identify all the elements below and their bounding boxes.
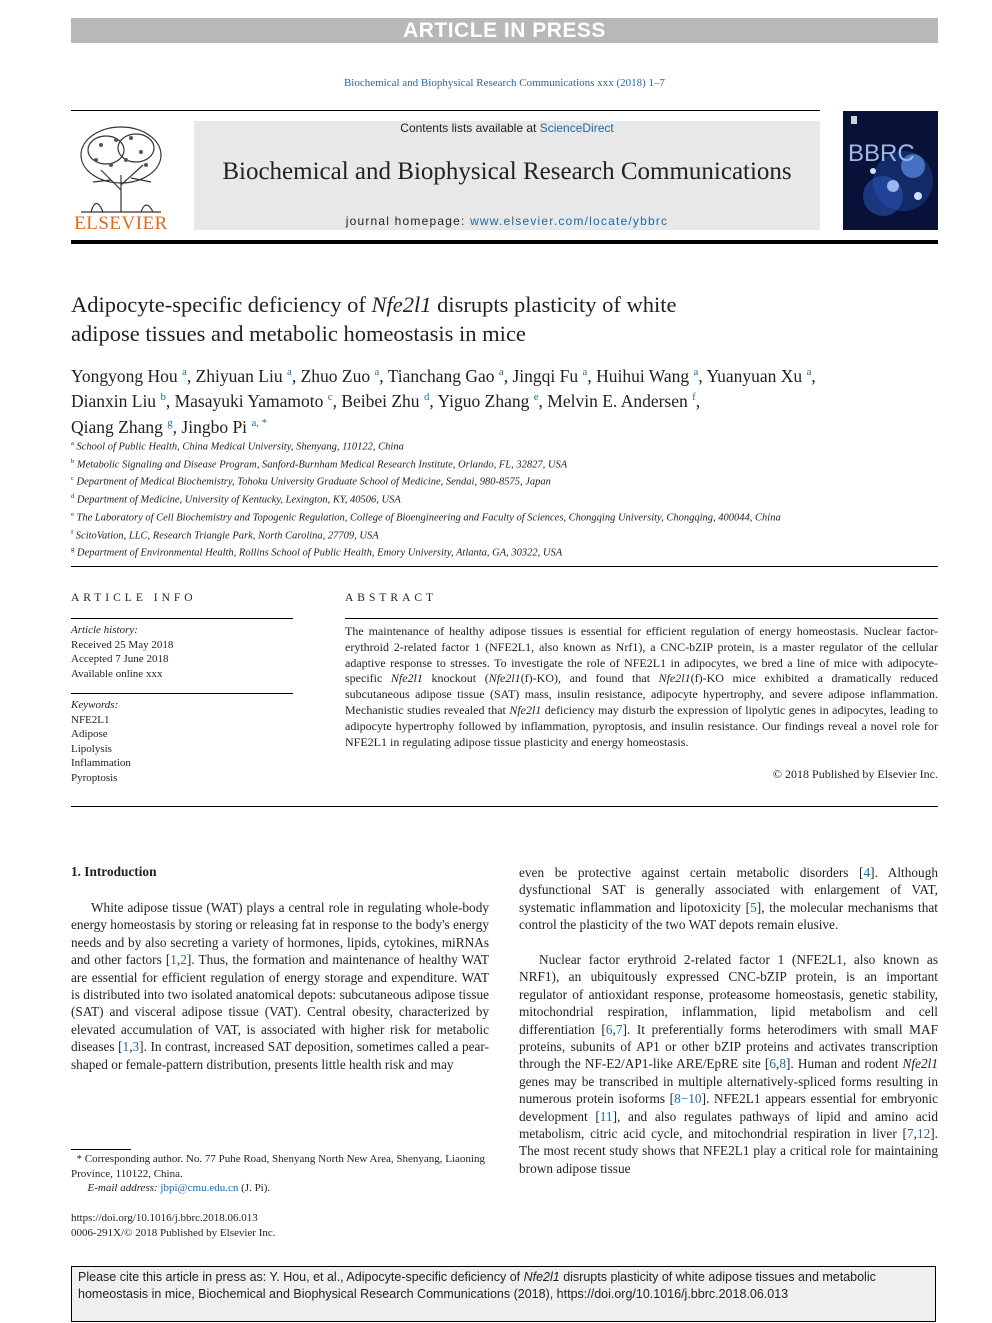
abstract-heading: ABSTRACT	[345, 592, 438, 604]
abstract-copyright: © 2018 Published by Elsevier Inc.	[772, 767, 938, 781]
paragraph-text: ], the molecular mechanisms that control the plasticity of the two WAT depots remain elusive.	[519, 899, 938, 933]
reference-link[interactable]: 1	[122, 1039, 130, 1055]
abstract-gene: Nfe2l1	[488, 671, 521, 686]
intro-right-paragraph-1	[519, 864, 938, 934]
reference-link[interactable]: 1	[170, 952, 177, 968]
footnote-marker: *	[76, 1153, 82, 1165]
affiliation	[71, 472, 851, 490]
affiliation	[71, 526, 851, 544]
affiliation-key: e	[71, 510, 74, 518]
paragraph-text: ]. The most recent study shows that NFE2L1 play a critical role for maintaining brown adipose tissue	[519, 1126, 938, 1176]
paragraph-text: ,	[176, 952, 181, 968]
affiliation-text: Metabolic Signaling and Disease Program, Sanford-Burnham Medical Research Institute, Orlando, FL, 32827, USA	[74, 459, 568, 471]
reference-link[interactable]: 11	[599, 1108, 613, 1124]
abstract-part: The maintenance of healthy adipose tissues is essential for efficient regulation of energy homeostasis. Nuclear factor-erythroid 2-related factor 1 (NFE2L1, also known as Nrf1), a CNC-bZIP protein, is a master regulator of the cellular adaptive response to stresses. To investigate the role of NFE2L1 in adipocytes, we bred a line of mice with adipocyte-specific	[345, 624, 938, 686]
abstract-gene: Nfe2l1	[390, 671, 423, 686]
gene-name: Nfe2l1	[902, 1056, 938, 1072]
history-label: Article history:	[71, 624, 138, 636]
paragraph-text: genes may be transcribed in multiple alternatively-spliced forms resulting in numerous protein isoforms [	[519, 1073, 938, 1107]
keyword-item: Inflammation	[71, 757, 131, 769]
affiliation-key: f	[71, 528, 74, 536]
author-affiliation-mark[interactable]: a	[374, 366, 380, 378]
author-affiliation-mark[interactable]: c	[327, 391, 333, 404]
affiliation	[71, 455, 851, 473]
sciencedirect-link[interactable]: ScienceDirect	[539, 121, 614, 135]
homepage-link[interactable]: www.elsevier.com/locate/ybbrc	[470, 214, 669, 228]
history-online: Available online xxx	[71, 667, 163, 680]
affiliation-text: School of Public Health, China Medical University, Shenyang, 110122, China	[73, 441, 404, 453]
intro-heading: 1. Introduction	[71, 864, 157, 879]
affiliation-key: g	[71, 546, 75, 554]
contents-line	[194, 121, 820, 135]
author-name: Beibei Zhu	[341, 391, 420, 412]
cite-suffix: disrupts plasticity of white adipose tissues and metabolic homeostasis in mice, Biochemical and Biophysical Research Communications (2018), https://doi.org/10.1016/j.bbrc.2018.06.013	[78, 1270, 876, 1301]
affiliation-list	[71, 437, 851, 561]
article-info-heading: ARTICLE INFO	[71, 592, 197, 604]
abstract-rule	[345, 618, 938, 619]
author-affiliation-mark[interactable]: f	[692, 391, 696, 404]
paragraph-text: ,	[129, 1039, 133, 1055]
author-affiliation-mark[interactable]: d	[423, 391, 430, 404]
author-list: Yongyong Hou $^a$, Zhiyuan Liu $^a$, Zhuo Zuo $^a$, Tianchang Gao $^a$, Jingqi Fu $^a$, Huihui Wang $^a$, Yuanyuan Xu $^a$, Dianxin Liu $^b$, Masayuki Yamamoto $^c$, Beibei Zhu $^d$, Yiguo Zhang $^e$, Melvin E. Andersen $^f$, Qiang Zhang $^g$, Jingbo Pi $^{a, *}$	[71, 365, 816, 437]
paragraph-text: ,	[913, 1126, 917, 1142]
abstract-part: (f)-KO), and found that	[520, 671, 659, 686]
cite-prefix: Please cite this article in press as: Y. Hou, et al., Adipocyte-specific deficiency of	[78, 1270, 524, 1284]
intro-right-paragraph-2	[519, 951, 938, 1177]
affiliation-key: b	[71, 457, 75, 465]
reference-link[interactable]: 12	[916, 1126, 931, 1142]
author-affiliation-mark[interactable]: a	[498, 366, 504, 378]
author-affiliation-mark[interactable]: a	[806, 366, 812, 378]
paragraph-text: Nuclear factor erythroid 2-related factor 1 (NFE2L1, also known as NRF1), an ubiquitously expressed CNC-bZIP protein, is an important regulator of antioxidant response, proteasome homeostasis, genetic stability, mitochondrial respiration, inflammation, lipid metabolism and cell differentiation [	[519, 952, 938, 1037]
elsevier-wordmark: ELSEVIER	[74, 213, 168, 234]
author-affiliation-mark[interactable]: a	[286, 366, 292, 378]
author-affiliation-mark[interactable]: a, *	[251, 416, 268, 429]
paragraph-text: even be protective against certain metabolic disorders [	[519, 865, 864, 880]
history-accepted: Accepted 7 June 2018	[71, 653, 169, 665]
affiliation-key: d	[71, 493, 75, 501]
keywords-label: Keywords:	[71, 699, 119, 711]
keyword-item: Pyroptosis	[71, 771, 118, 784]
author-name: Dianxin Liu	[71, 391, 157, 412]
cite-this-article-box	[71, 1266, 936, 1322]
email-link[interactable]: jbpi@cmu.edu.cn	[160, 1182, 239, 1194]
abstract-text	[345, 624, 938, 750]
reference-link[interactable]: 7	[906, 1126, 914, 1142]
cite-gene: Nfe2l1	[523, 1270, 560, 1284]
author-affiliation-mark[interactable]: a	[182, 366, 187, 378]
reference-link[interactable]: 6	[769, 1056, 776, 1072]
keywords	[71, 698, 293, 785]
affiliation-text: Department of Medicine, University of Kentucky, Lexington, KY, 40506, USA	[74, 494, 401, 506]
footnote-rule	[71, 1149, 131, 1150]
article-in-press-banner: ARTICLE IN PRESS	[71, 18, 938, 43]
issn-line: 0006-291X/© 2018 Published by Elsevier Inc.	[71, 1227, 276, 1239]
author-affiliation-mark[interactable]: a	[582, 366, 588, 378]
doi-link[interactable]: https://doi.org/10.1016/j.bbrc.2018.06.013	[71, 1212, 258, 1224]
author-name: Tianchang Gao	[387, 365, 495, 386]
title-part2: disrupts plasticity of white	[431, 292, 677, 317]
paragraph-text: ]. Although dysfunctional SAT is generally associated with enlargement of VAT, systematic inflammation and lipotoxicity [	[519, 865, 938, 915]
reference-link[interactable]: 3	[132, 1039, 140, 1055]
abstract-part: deficiency may disturb the expression of lipolytic genes in adipocytes, leading to adipocyte hypertrophy followed by inflammation, pyroptosis, and insulin resistance. Our findings reveal a novel role for NFE2L1 in regulating adipose tissue plasticity and energy homeostasis.	[345, 702, 938, 749]
abstract-bottom-rule	[71, 806, 938, 807]
contents-prefix: Contents lists available at	[400, 121, 540, 135]
cover-title: BBRC	[848, 140, 915, 167]
author-name: Qiang Zhang	[71, 416, 163, 437]
abstract-part: (f)-KO mice exhibited a dramatically reduced subcutaneous adipose tissue (SAT) mass, insulin resistance, adipocyte hypertrophy, and severe adipose inflammation. Mechanistic studies revealed that	[345, 671, 939, 717]
paragraph-text: ]. NFE2L1 appears essential for embryonic development [	[519, 1091, 938, 1124]
affiliation-text: Department of Environmental Health, Rollins School of Public Health, Emory University, Atlanta, GA, 30322, USA	[74, 547, 563, 559]
keywords-rule	[71, 693, 293, 694]
abstract-gene: Nfe2l1	[658, 671, 691, 686]
affiliation	[71, 437, 851, 455]
email-suffix: (J. Pi).	[238, 1182, 271, 1194]
homepage-prefix: journal homepage:	[345, 214, 471, 228]
keyword-item: Adipose	[71, 728, 108, 740]
author-name: Jingqi Fu	[512, 365, 579, 386]
reference-link[interactable]: 8	[779, 1056, 786, 1072]
title-part1: Adipocyte-specific deficiency of	[71, 292, 372, 317]
affiliation-key: c	[71, 475, 74, 483]
reference-link[interactable]: 8−10	[674, 1091, 702, 1107]
author-affiliation-mark[interactable]: e	[533, 391, 539, 404]
intro-left-paragraph	[71, 899, 489, 1073]
paragraph-text: ]. It preferentially forms heterodimers with small MAF proteins, subunits of AP1 or other bZIP proteins and activates transcription through the NF-E2/AP1-like ARE/EpRE site [	[519, 1021, 938, 1072]
title-line2: adipose tissues and metabolic homeostasis in mice	[71, 321, 526, 346]
title-gene: Nfe2l1	[371, 292, 432, 317]
paragraph-text: ], and also regulates pathways of lipid and amino acid metabolism, citric acid cycle, and mitochondrial respiration in liver [	[519, 1108, 938, 1142]
corresponding-footnote	[71, 1152, 489, 1196]
article-history	[71, 623, 293, 681]
affiliation-key: a	[71, 440, 74, 447]
author-name: Melvin E. Andersen	[547, 391, 688, 412]
affiliation-text: ScitoVation, LLC, Research Triangle Park, North Carolina, 27709, USA	[73, 530, 379, 542]
author-name: Yongyong Hou	[71, 365, 178, 386]
paragraph-text: ]. Thus, the formation and maintenance of healthy WAT are essential for efficient regulation of energy storage and expenditure. WAT is distributed into two isolated anatomical depots: subcutaneous adipose tissue (SAT) and visceral adipose tissue (VAT). Central obesity, characterized by elevated accumulation of VAT, is associated with higher risk for metabolic diseases [	[71, 952, 489, 1055]
reference-link[interactable]: 4	[863, 865, 871, 880]
paragraph-text: ,	[612, 1021, 616, 1037]
author-name: Masayuki Yamamoto	[174, 391, 324, 412]
paragraph-text: ]. In contrast, increased SAT deposition, sometimes called a pear-shaped or female-pattern distribution, presents little health risk and may	[71, 1039, 489, 1072]
article-title	[71, 290, 931, 348]
reference-link[interactable]: 5	[750, 899, 757, 915]
author-affiliation-mark[interactable]: g	[167, 416, 173, 429]
reference-link[interactable]: 2	[180, 952, 187, 968]
paragraph-text: ]. Human and rodent	[785, 1056, 903, 1072]
author-name: Huihui Wang	[596, 365, 690, 386]
journal-homepage	[194, 214, 820, 228]
history-received: Received 25 May 2018	[71, 638, 174, 651]
journal-cover-image	[843, 111, 938, 230]
author-name: Yiguo Zhang	[437, 391, 530, 412]
affiliation	[71, 490, 851, 508]
author-affiliation-mark[interactable]: b	[160, 391, 166, 404]
cover-art	[843, 111, 938, 230]
author-name: Zhiyuan Liu	[195, 365, 283, 386]
reference-link[interactable]: 6	[605, 1021, 613, 1037]
masthead-top-rule	[71, 110, 820, 111]
affiliation	[71, 508, 851, 526]
journal-title: Biochemical and Biophysical Research Communications	[222, 158, 792, 185]
masthead-bottom-rule	[71, 240, 938, 244]
keyword-item: Lipolysis	[71, 742, 112, 755]
header-divider	[71, 566, 938, 567]
article-info-rule	[71, 618, 293, 619]
author-name: Zhuo Zuo	[300, 365, 371, 386]
affiliation-text: Department of Medical Biochemistry, Tohoku University Graduate School of Medicine, Sendai, 980-8575, Japan	[73, 476, 551, 488]
paragraph-text: White adipose tissue (WAT) plays a central role in regulating whole-body energy homeostasis by storing or releasing fat in response to the body's energy needs and by also secreting a variety of hormones, lipids, cytokines, miRNAs and other factors [	[71, 900, 489, 968]
affiliation	[71, 543, 851, 561]
keyword-item: NFE2L1	[71, 713, 110, 726]
email-label: E-mail address:	[87, 1182, 161, 1194]
footnote-corresponding: Corresponding author. No. 77 Puhe Road, Shenyang North New Area, Shenyang, Liaoning Province, 110122, China.	[71, 1153, 485, 1180]
author-affiliation-mark[interactable]: a	[693, 366, 699, 378]
abstract-gene: Nfe2l1	[509, 702, 542, 717]
abstract-part: knockout (	[422, 671, 489, 686]
affiliation-text: The Laboratory of Cell Biochemistry and Topogenic Regulation, College of Bioengineering and Faculty of Sciences, Chongqing University, Chongqing, 400044, China	[73, 512, 781, 524]
reference-link[interactable]: 7	[615, 1021, 623, 1037]
author-name: Yuanyuan Xu	[706, 365, 803, 386]
journal-citation[interactable]: Biochemical and Biophysical Research Communications xxx (2018) 1–7	[343, 77, 666, 89]
paragraph-text: ,	[775, 1056, 780, 1072]
author-name: Jingbo Pi	[181, 416, 248, 437]
